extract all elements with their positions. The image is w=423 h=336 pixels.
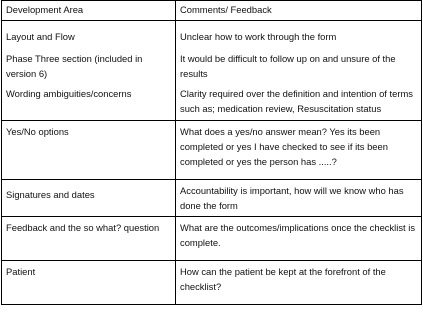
table-row	[2, 261, 422, 305]
header-row	[2, 1, 422, 21]
area-phase-three: Phase Three section (included in version 6)	[6, 53, 143, 79]
comment-cell: Accountability is important, how will we know who has done the form	[176, 180, 422, 217]
feedback-table	[1, 0, 422, 305]
header-comments-feedback: Comments/ Feedback	[176, 1, 422, 21]
comment-wording: Clarity required over the definition and intention of terms such as; medication review, Resuscitation status	[180, 88, 413, 114]
table-row	[2, 180, 422, 217]
comment-cell: What are the outcomes/implications once the checklist is complete.	[176, 217, 422, 261]
area-cell: Feedback and the so what? question	[2, 217, 176, 261]
comment-layout-and-flow: Unclear how to work through the form	[180, 31, 337, 42]
area-cell: Patient	[2, 261, 176, 305]
area-cell: Yes/No options	[2, 121, 176, 180]
header-development-area: Development Area	[2, 1, 176, 21]
area-wording: Wording ambiguities/concerns	[6, 88, 132, 99]
comment-cell	[176, 21, 422, 121]
comment-phase-three: It would be difficult to follow up on and unsure of the results	[180, 53, 396, 79]
area-layout-and-flow: Layout and Flow	[6, 31, 75, 42]
table-row	[2, 21, 422, 121]
comment-cell: What does a yes/no answer mean? Yes its been completed or yes I have checked to see if its been completed or yes the person has .....?	[176, 121, 422, 180]
area-cell: Signatures and dates	[2, 180, 176, 217]
comment-cell: How can the patient be kept at the forefront of the checklist?	[176, 261, 422, 305]
area-cell	[2, 21, 176, 121]
table-row	[2, 121, 422, 180]
table-row	[2, 217, 422, 261]
